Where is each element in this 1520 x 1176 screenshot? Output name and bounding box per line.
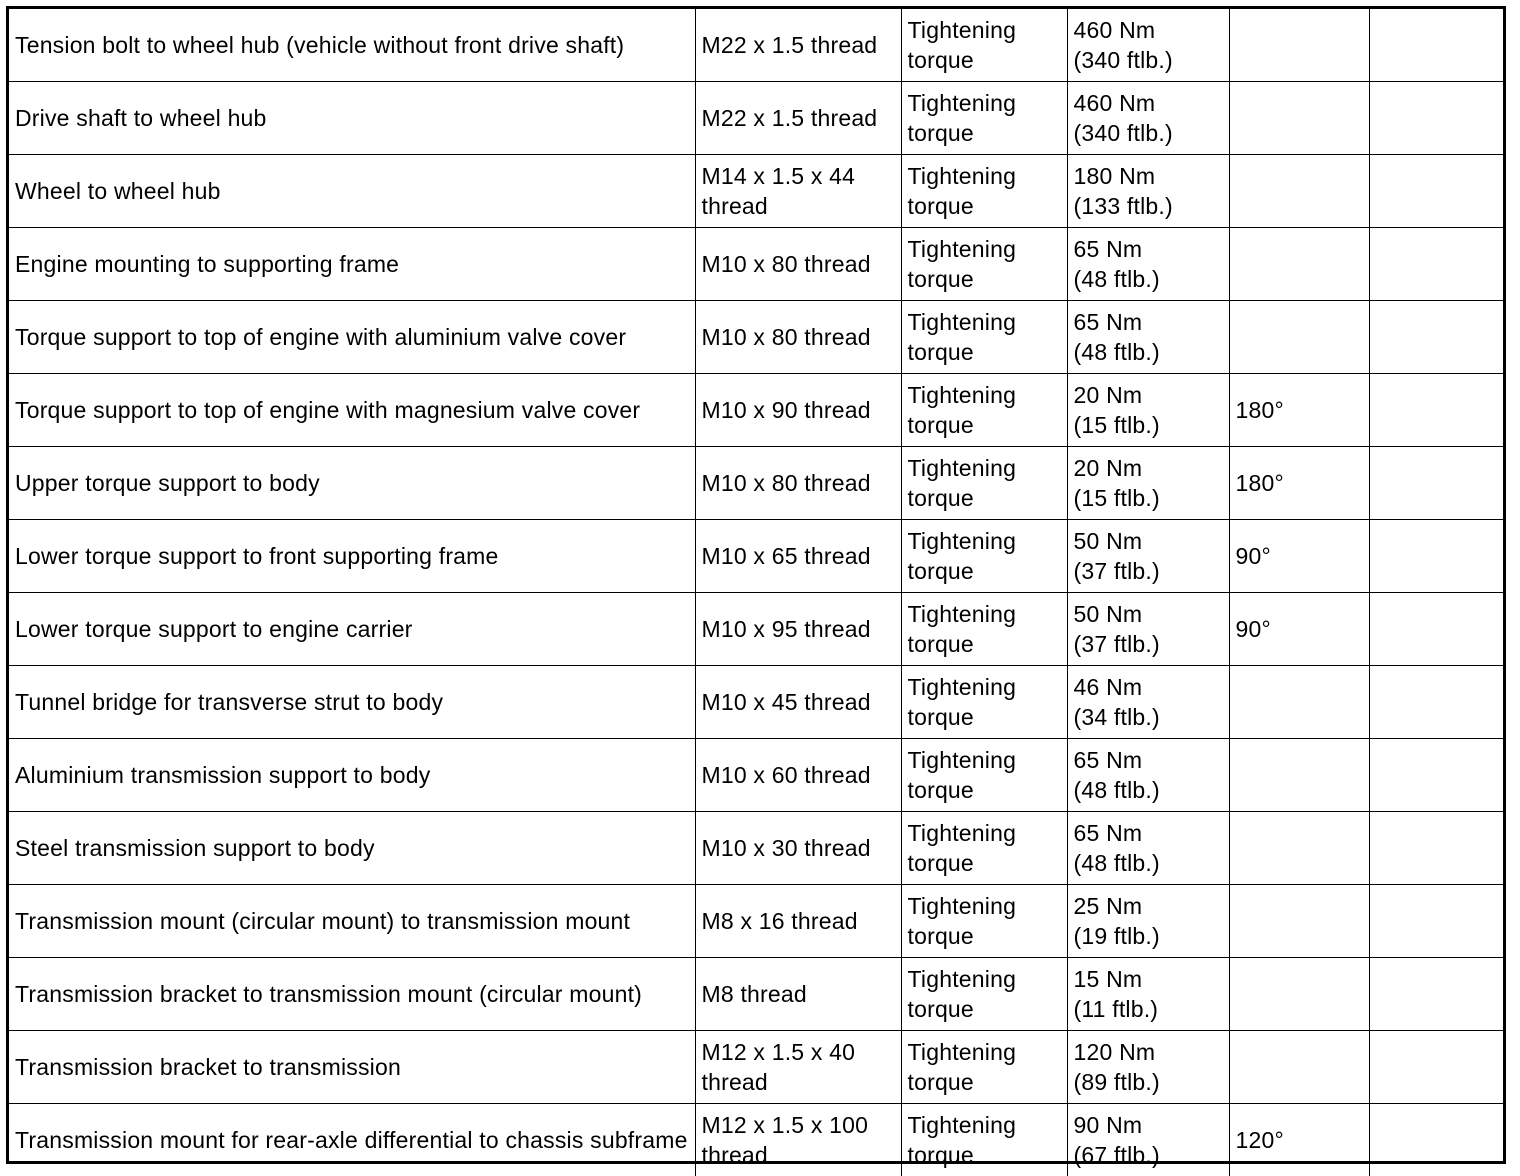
angle-text: 90° xyxy=(1236,614,1363,644)
tightening-type-line-2: torque xyxy=(908,775,1061,805)
tightening-type-cell xyxy=(901,958,1067,1031)
notes-cell xyxy=(1369,812,1503,885)
component-cell xyxy=(9,374,695,447)
table-row xyxy=(9,301,1503,374)
thread-text: M10 x 60 thread xyxy=(702,760,895,790)
tightening-type-line-1: Tightening xyxy=(908,818,1061,848)
component-text: Torque support to top of engine with magnesium valve cover xyxy=(15,395,689,425)
torque-metric: 180 Nm xyxy=(1074,161,1223,191)
thread-text: M8 x 16 thread xyxy=(702,906,895,936)
table-row xyxy=(9,374,1503,447)
thread-text: M10 x 80 thread xyxy=(702,468,895,498)
angle-cell xyxy=(1229,812,1369,885)
angle-cell xyxy=(1229,155,1369,228)
torque-imperial: (48 ftlb.) xyxy=(1074,264,1223,294)
tightening-type-cell xyxy=(901,1104,1067,1176)
table-row xyxy=(9,9,1503,82)
torque-value-cell xyxy=(1067,1104,1229,1176)
thread-cell xyxy=(695,520,901,593)
notes-cell xyxy=(1369,155,1503,228)
thread-text: M10 x 65 thread xyxy=(702,541,895,571)
tightening-type-line-2: torque xyxy=(908,1067,1061,1097)
tightening-type-line-1: Tightening xyxy=(908,526,1061,556)
notes-cell xyxy=(1369,82,1503,155)
thread-cell xyxy=(695,666,901,739)
notes-cell xyxy=(1369,228,1503,301)
component-cell xyxy=(9,812,695,885)
thread-cell xyxy=(695,9,901,82)
tightening-type-line-2: torque xyxy=(908,118,1061,148)
torque-imperial: (15 ftlb.) xyxy=(1074,483,1223,513)
table-row xyxy=(9,82,1503,155)
torque-imperial: (19 ftlb.) xyxy=(1074,921,1223,951)
tightening-type-cell xyxy=(901,301,1067,374)
thread-cell xyxy=(695,82,901,155)
tightening-type-line-1: Tightening xyxy=(908,88,1061,118)
notes-cell xyxy=(1369,739,1503,812)
component-text: Transmission bracket to transmission xyxy=(15,1052,689,1082)
torque-metric: 50 Nm xyxy=(1074,526,1223,556)
component-text: Transmission bracket to transmission mount (circular mount) xyxy=(15,979,689,1009)
angle-text: 180° xyxy=(1236,395,1363,425)
tightening-type-line-2: torque xyxy=(908,848,1061,878)
component-text: Tunnel bridge for transverse strut to body xyxy=(15,687,689,717)
torque-value-cell xyxy=(1067,447,1229,520)
angle-cell xyxy=(1229,447,1369,520)
angle-cell xyxy=(1229,593,1369,666)
tightening-type-cell xyxy=(901,593,1067,666)
angle-cell xyxy=(1229,1104,1369,1176)
thread-cell xyxy=(695,593,901,666)
table-row xyxy=(9,593,1503,666)
tightening-type-line-2: torque xyxy=(908,410,1061,440)
thread-text: M8 thread xyxy=(702,979,895,1009)
torque-value-cell xyxy=(1067,1031,1229,1104)
notes-cell xyxy=(1369,301,1503,374)
tightening-type-line-2: torque xyxy=(908,702,1061,732)
thread-cell xyxy=(695,1104,901,1176)
component-text: Steel transmission support to body xyxy=(15,833,689,863)
torque-metric: 120 Nm xyxy=(1074,1037,1223,1067)
tightening-type-cell xyxy=(901,666,1067,739)
tightening-type-line-2: torque xyxy=(908,337,1061,367)
thread-text: M10 x 80 thread xyxy=(702,322,895,352)
table-row xyxy=(9,812,1503,885)
torque-spec-table xyxy=(9,9,1503,1176)
component-text: Transmission mount (circular mount) to transmission mount xyxy=(15,906,689,936)
torque-metric: 65 Nm xyxy=(1074,745,1223,775)
angle-cell xyxy=(1229,374,1369,447)
component-cell xyxy=(9,447,695,520)
thread-text: M10 x 80 thread xyxy=(702,249,895,279)
torque-value-cell xyxy=(1067,520,1229,593)
component-cell xyxy=(9,520,695,593)
torque-imperial: (67 ftlb.) xyxy=(1074,1140,1223,1170)
torque-metric: 20 Nm xyxy=(1074,380,1223,410)
component-cell xyxy=(9,1031,695,1104)
torque-metric: 65 Nm xyxy=(1074,818,1223,848)
component-cell xyxy=(9,1104,695,1176)
component-cell xyxy=(9,666,695,739)
torque-imperial: (48 ftlb.) xyxy=(1074,848,1223,878)
tightening-type-line-2: torque xyxy=(908,191,1061,221)
thread-cell xyxy=(695,374,901,447)
tightening-type-line-1: Tightening xyxy=(908,745,1061,775)
thread-text: M10 x 95 thread xyxy=(702,614,895,644)
table-row xyxy=(9,885,1503,958)
notes-cell xyxy=(1369,447,1503,520)
component-cell xyxy=(9,155,695,228)
torque-imperial: (133 ftlb.) xyxy=(1074,191,1223,221)
component-text: Drive shaft to wheel hub xyxy=(15,103,689,133)
tightening-type-line-1: Tightening xyxy=(908,599,1061,629)
torque-metric: 460 Nm xyxy=(1074,88,1223,118)
table-row xyxy=(9,520,1503,593)
component-cell xyxy=(9,301,695,374)
torque-imperial: (37 ftlb.) xyxy=(1074,629,1223,659)
angle-cell xyxy=(1229,958,1369,1031)
table-row xyxy=(9,666,1503,739)
component-cell xyxy=(9,82,695,155)
tightening-type-line-1: Tightening xyxy=(908,964,1061,994)
angle-cell xyxy=(1229,9,1369,82)
torque-value-cell xyxy=(1067,301,1229,374)
tightening-type-line-1: Tightening xyxy=(908,307,1061,337)
thread-text: M12 x 1.5 x 40 thread xyxy=(702,1037,895,1097)
tightening-type-line-1: Tightening xyxy=(908,15,1061,45)
torque-value-cell xyxy=(1067,374,1229,447)
component-cell xyxy=(9,958,695,1031)
component-cell xyxy=(9,9,695,82)
tightening-type-cell xyxy=(901,228,1067,301)
thread-cell xyxy=(695,301,901,374)
angle-text: 180° xyxy=(1236,468,1363,498)
thread-cell xyxy=(695,228,901,301)
tightening-type-cell xyxy=(901,1031,1067,1104)
torque-imperial: (34 ftlb.) xyxy=(1074,702,1223,732)
tightening-type-line-1: Tightening xyxy=(908,672,1061,702)
thread-text: M10 x 45 thread xyxy=(702,687,895,717)
torque-value-cell xyxy=(1067,885,1229,958)
tightening-type-cell xyxy=(901,885,1067,958)
torque-metric: 460 Nm xyxy=(1074,15,1223,45)
thread-cell xyxy=(695,885,901,958)
torque-value-cell xyxy=(1067,812,1229,885)
tightening-type-line-1: Tightening xyxy=(908,380,1061,410)
torque-value-cell xyxy=(1067,739,1229,812)
notes-cell xyxy=(1369,666,1503,739)
notes-cell xyxy=(1369,1031,1503,1104)
notes-cell xyxy=(1369,593,1503,666)
angle-cell xyxy=(1229,82,1369,155)
torque-imperial: (340 ftlb.) xyxy=(1074,45,1223,75)
torque-value-cell xyxy=(1067,228,1229,301)
angle-text: 120° xyxy=(1236,1125,1363,1155)
torque-value-cell xyxy=(1067,155,1229,228)
tightening-type-cell xyxy=(901,155,1067,228)
table-row xyxy=(9,1104,1503,1176)
notes-cell xyxy=(1369,885,1503,958)
torque-value-cell xyxy=(1067,958,1229,1031)
angle-text: 90° xyxy=(1236,541,1363,571)
angle-cell xyxy=(1229,666,1369,739)
table-row xyxy=(9,958,1503,1031)
tightening-type-line-1: Tightening xyxy=(908,453,1061,483)
tightening-type-cell xyxy=(901,9,1067,82)
torque-imperial: (89 ftlb.) xyxy=(1074,1067,1223,1097)
tightening-type-line-2: torque xyxy=(908,1140,1061,1170)
torque-value-cell xyxy=(1067,9,1229,82)
tightening-type-cell xyxy=(901,374,1067,447)
torque-metric: 25 Nm xyxy=(1074,891,1223,921)
component-text: Upper torque support to body xyxy=(15,468,689,498)
component-text: Torque support to top of engine with aluminium valve cover xyxy=(15,322,689,352)
thread-text: M14 x 1.5 x 44 thread xyxy=(702,161,895,221)
torque-metric: 90 Nm xyxy=(1074,1110,1223,1140)
torque-metric: 46 Nm xyxy=(1074,672,1223,702)
tightening-type-line-1: Tightening xyxy=(908,161,1061,191)
angle-cell xyxy=(1229,228,1369,301)
thread-cell xyxy=(695,958,901,1031)
tightening-type-line-2: torque xyxy=(908,483,1061,513)
component-text: Aluminium transmission support to body xyxy=(15,760,689,790)
notes-cell xyxy=(1369,374,1503,447)
torque-metric: 20 Nm xyxy=(1074,453,1223,483)
tightening-type-line-2: torque xyxy=(908,629,1061,659)
component-cell xyxy=(9,593,695,666)
thread-cell xyxy=(695,447,901,520)
thread-text: M22 x 1.5 thread xyxy=(702,103,895,133)
angle-cell xyxy=(1229,1031,1369,1104)
thread-text: M10 x 90 thread xyxy=(702,395,895,425)
torque-imperial: (15 ftlb.) xyxy=(1074,410,1223,440)
table-row xyxy=(9,739,1503,812)
table-body xyxy=(9,9,1503,1176)
angle-cell xyxy=(1229,739,1369,812)
tightening-type-cell xyxy=(901,520,1067,593)
tightening-type-line-1: Tightening xyxy=(908,1037,1061,1067)
notes-cell xyxy=(1369,520,1503,593)
torque-spec-table-frame xyxy=(6,6,1506,1164)
tightening-type-cell xyxy=(901,447,1067,520)
tightening-type-cell xyxy=(901,82,1067,155)
tightening-type-cell xyxy=(901,812,1067,885)
torque-imperial: (48 ftlb.) xyxy=(1074,337,1223,367)
angle-cell xyxy=(1229,885,1369,958)
angle-cell xyxy=(1229,301,1369,374)
component-cell xyxy=(9,228,695,301)
tightening-type-line-2: torque xyxy=(908,556,1061,586)
table-row xyxy=(9,228,1503,301)
torque-imperial: (37 ftlb.) xyxy=(1074,556,1223,586)
component-text: Transmission mount for rear-axle differential to chassis subframe xyxy=(15,1125,689,1155)
notes-cell xyxy=(1369,958,1503,1031)
thread-text: M22 x 1.5 thread xyxy=(702,30,895,60)
torque-metric: 15 Nm xyxy=(1074,964,1223,994)
torque-metric: 50 Nm xyxy=(1074,599,1223,629)
tightening-type-line-2: torque xyxy=(908,264,1061,294)
table-row xyxy=(9,155,1503,228)
component-text: Engine mounting to supporting frame xyxy=(15,249,689,279)
notes-cell xyxy=(1369,1104,1503,1176)
torque-metric: 65 Nm xyxy=(1074,234,1223,264)
notes-cell xyxy=(1369,9,1503,82)
thread-cell xyxy=(695,812,901,885)
component-cell xyxy=(9,739,695,812)
torque-value-cell xyxy=(1067,82,1229,155)
thread-cell xyxy=(695,155,901,228)
table-row xyxy=(9,1031,1503,1104)
tightening-type-line-2: torque xyxy=(908,45,1061,75)
tightening-type-line-2: torque xyxy=(908,994,1061,1024)
component-text: Wheel to wheel hub xyxy=(15,176,689,206)
torque-value-cell xyxy=(1067,666,1229,739)
component-cell xyxy=(9,885,695,958)
torque-imperial: (11 ftlb.) xyxy=(1074,994,1223,1024)
tightening-type-line-1: Tightening xyxy=(908,234,1061,264)
tightening-type-line-2: torque xyxy=(908,921,1061,951)
tightening-type-line-1: Tightening xyxy=(908,1110,1061,1140)
thread-cell xyxy=(695,739,901,812)
torque-metric: 65 Nm xyxy=(1074,307,1223,337)
torque-imperial: (340 ftlb.) xyxy=(1074,118,1223,148)
component-text: Tension bolt to wheel hub (vehicle without front drive shaft) xyxy=(15,30,689,60)
table-row xyxy=(9,447,1503,520)
thread-cell xyxy=(695,1031,901,1104)
torque-value-cell xyxy=(1067,593,1229,666)
component-text: Lower torque support to front supporting frame xyxy=(15,541,689,571)
thread-text: M10 x 30 thread xyxy=(702,833,895,863)
torque-imperial: (48 ftlb.) xyxy=(1074,775,1223,805)
tightening-type-line-1: Tightening xyxy=(908,891,1061,921)
component-text: Lower torque support to engine carrier xyxy=(15,614,689,644)
thread-text: M12 x 1.5 x 100 thread xyxy=(702,1110,895,1170)
angle-cell xyxy=(1229,520,1369,593)
tightening-type-cell xyxy=(901,739,1067,812)
